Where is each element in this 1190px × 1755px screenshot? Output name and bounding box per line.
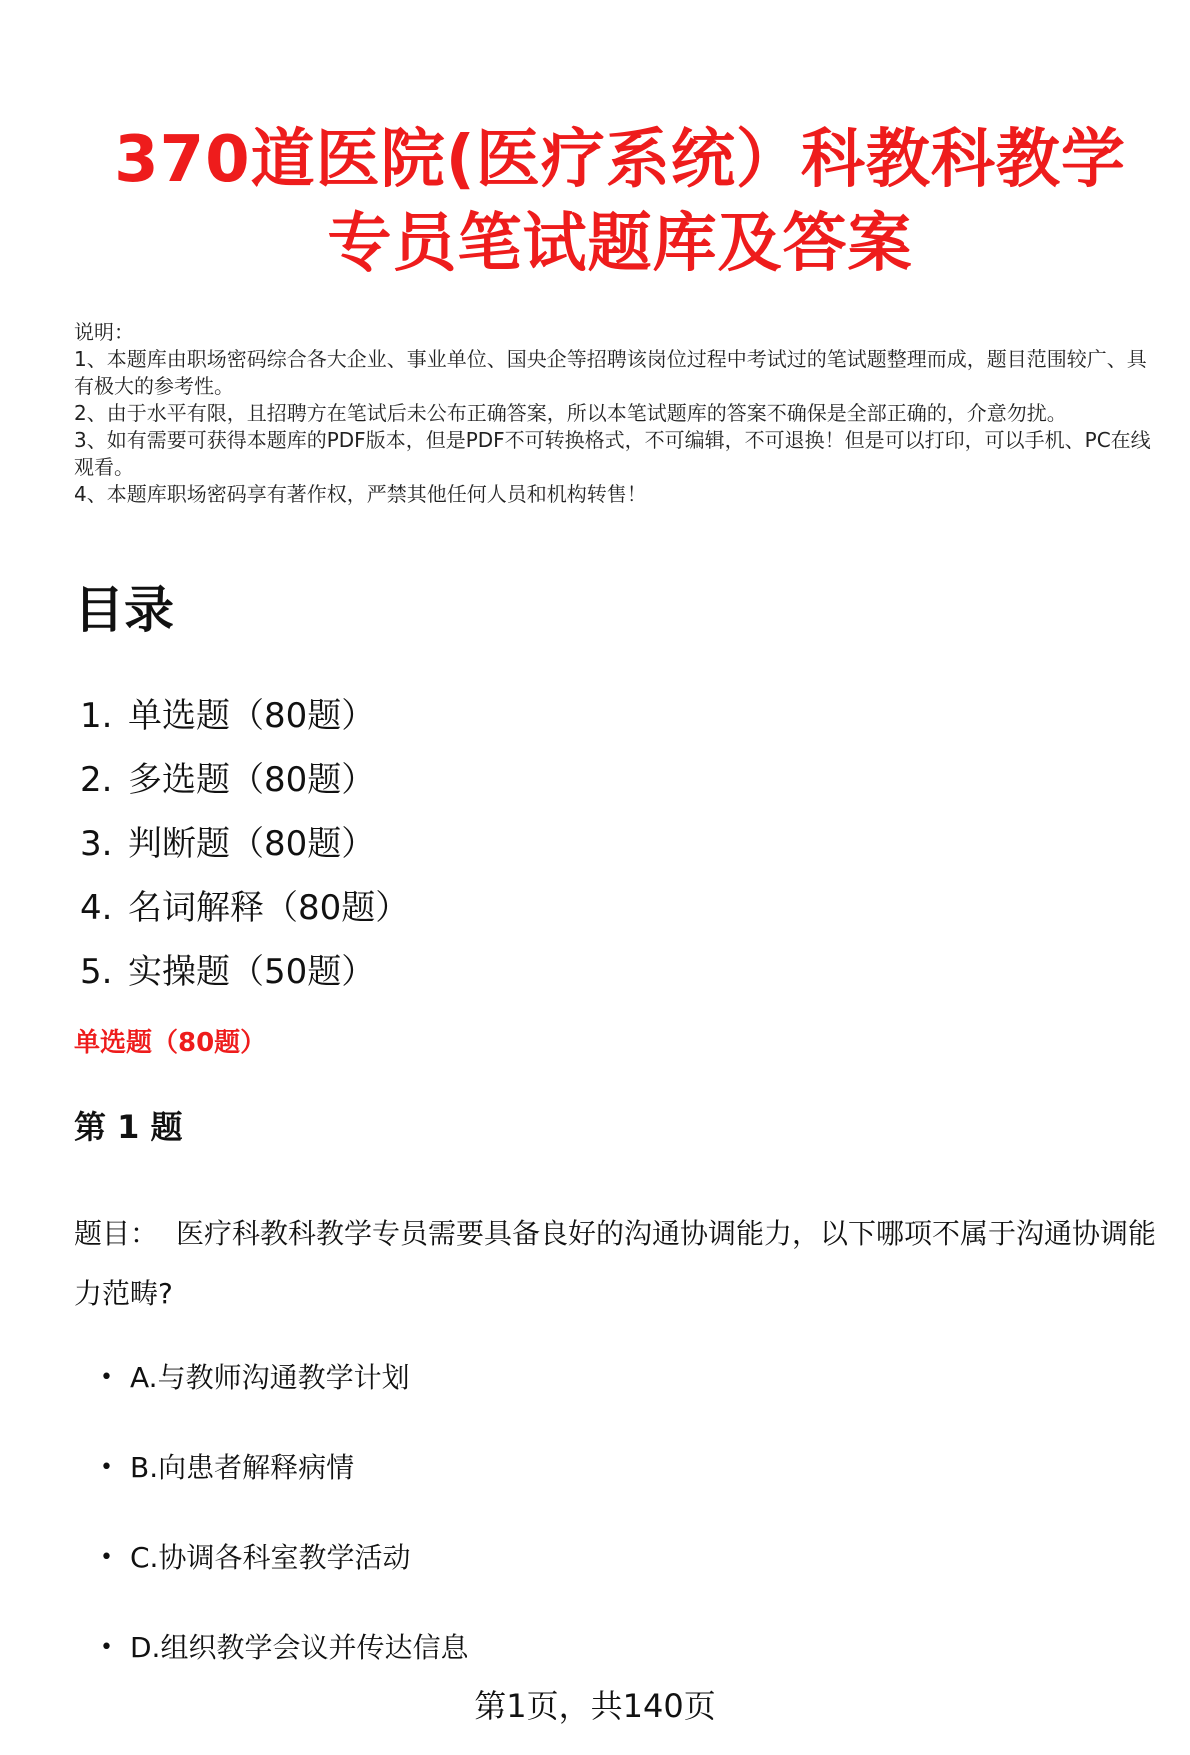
question-label: 题目： (74, 1217, 159, 1250)
section-heading: 单选题（80题） (74, 1028, 267, 1058)
option-label: C.协调各科室教学活动 (130, 1541, 411, 1574)
option-item[interactable] (100, 1448, 468, 1538)
toc-item[interactable] (80, 876, 409, 940)
bullet-icon: • (100, 1545, 113, 1570)
option-label: D.组织教学会议并传达信息 (130, 1631, 469, 1664)
toc-item[interactable] (80, 684, 409, 748)
toc-item-number: 3. (80, 824, 113, 864)
toc-item-number: 1. (80, 696, 113, 736)
toc-item-label: 名词解释（80题） (128, 888, 410, 928)
title-line-1: 370道医院(医疗系统）科教科教学 (114, 123, 1126, 197)
option-label: B.向患者解释病情 (130, 1451, 355, 1484)
option-label: A.与教师沟通教学计划 (130, 1361, 410, 1394)
toc-item-label: 多选题（80题） (128, 760, 376, 800)
notes-block (74, 319, 1154, 508)
page-footer: 第1页，共140页 (474, 1687, 716, 1725)
toc-item-label: 实操题（50题） (128, 952, 376, 992)
option-item[interactable] (100, 1538, 468, 1628)
toc-item-number: 5. (80, 952, 113, 992)
toc-item-label: 判断题（80题） (128, 824, 376, 864)
question-number: 第 1 题 (74, 1108, 183, 1146)
notes-item-2: 2、由于水平有限，且招聘方在笔试后未公布正确答案，所以本笔试题库的答案不确保是全部正确的，介意勿扰。 (74, 401, 1067, 425)
toc-item[interactable] (80, 748, 409, 812)
bullet-icon: • (100, 1635, 113, 1660)
toc-item[interactable] (80, 940, 409, 1004)
answer-options (100, 1358, 468, 1718)
option-item[interactable] (100, 1358, 468, 1448)
question-text (74, 1204, 1174, 1324)
notes-item-3: 3、如有需要可获得本题库的PDF版本，但是PDF不可转换格式，不可编辑，不可退换！但是可以打印，可以手机、PC在线观看。 (74, 428, 1151, 479)
toc-item-label: 单选题（80题） (128, 696, 376, 736)
question-body: 医疗科教科教学专员需要具备良好的沟通协调能力，以下哪项不属于沟通协调能力范畴? (74, 1217, 1157, 1310)
toc-item-number: 2. (80, 760, 113, 800)
bullet-icon: • (100, 1455, 113, 1480)
toc-item-number: 4. (80, 888, 113, 928)
document-title (60, 118, 1180, 286)
toc-item[interactable] (80, 812, 409, 876)
notes-heading: 说明： (74, 320, 134, 344)
bullet-icon: • (100, 1365, 113, 1390)
notes-item-4: 4、本题库职场密码享有著作权，严禁其他任何人员和机构转售！ (74, 482, 647, 506)
toc-list (80, 684, 409, 1004)
toc-heading: 目录 (74, 581, 174, 639)
notes-item-1: 1、本题库由职场密码综合各大企业、事业单位、国央企等招聘该岗位过程中考试过的笔试题整理而成，题目范围较广、具有极大的参考性。 (74, 347, 1147, 398)
title-line-2: 专员笔试题库及答案 (327, 207, 913, 281)
